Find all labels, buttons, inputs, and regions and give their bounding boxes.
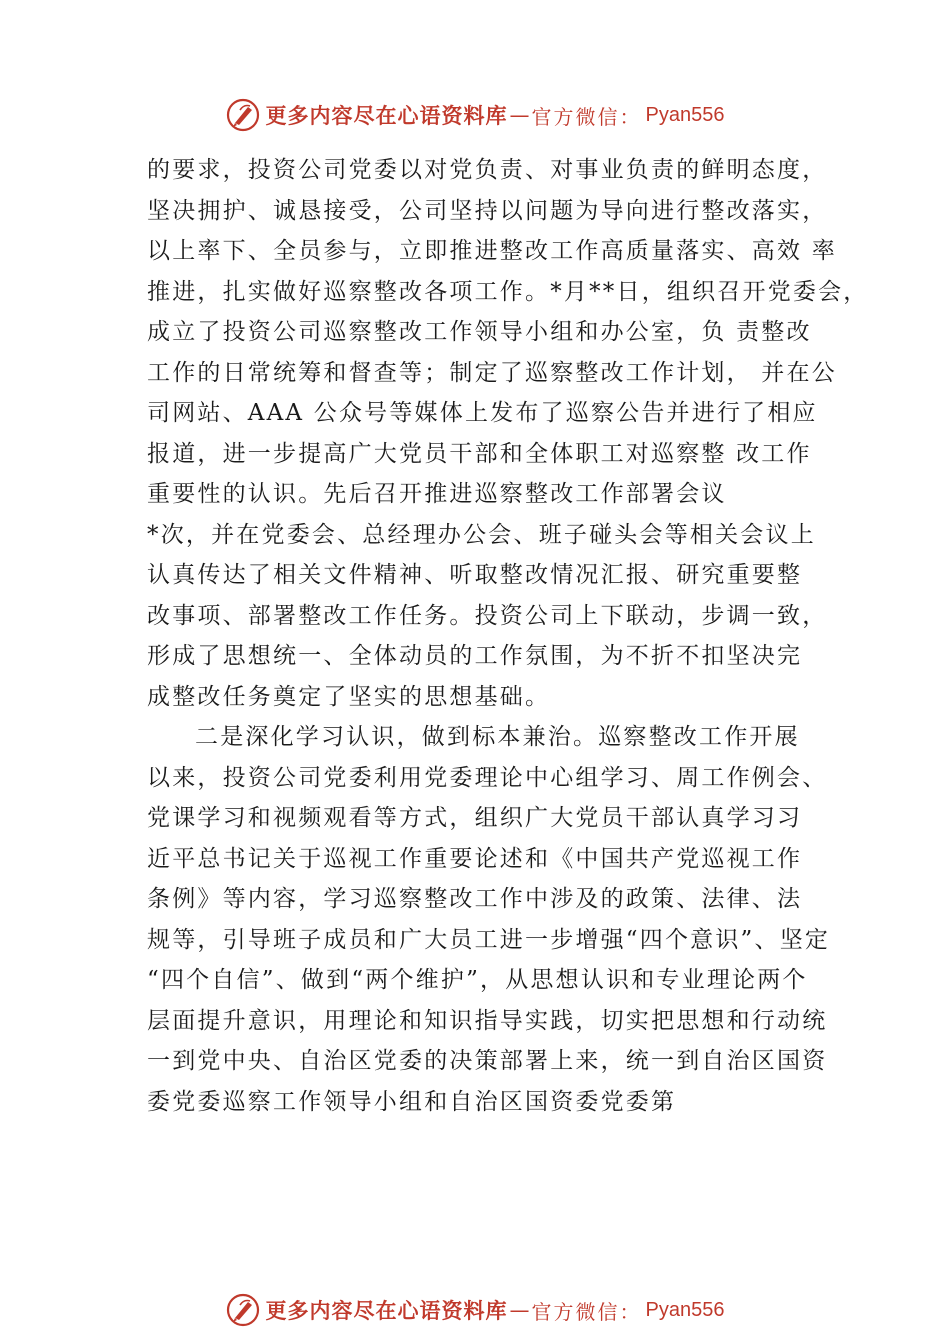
- banner-wechat-label: 官方微信：: [531, 1299, 642, 1324]
- text-line: 层面提升意识，用理论和知识指导实践，切实把思想和行动统: [147, 1007, 828, 1034]
- banner-dash: —: [509, 103, 530, 127]
- text-line: 近平总书记关于巡视工作重要论述和《中国共产党巡视工作: [147, 845, 803, 872]
- text-line: 形成了思想统一、全体动员的工作氛围，为不折不扣坚决完: [147, 643, 803, 669]
- text-line: 一到党中央、自治区党委的决策部署上来，统一到自治区国资: [147, 1048, 828, 1074]
- text-line: 报道，进一步提高广大党员干部和全体职工对巡察整 改工作: [147, 440, 812, 467]
- footer-banner: [0, 1290, 950, 1330]
- banner-brand-text: 更多内容尽在心语资料库: [265, 1298, 508, 1323]
- banner-brand-text: 更多内容尽在心语资料库: [265, 103, 508, 128]
- text-line: 推进，扎实做好巡察整改各项工作。*月**日，组织召开党委会，: [147, 278, 869, 305]
- text-line: 成立了投资公司巡察整改工作领导小组和办公室，负 责整改: [147, 319, 812, 345]
- text-line: 坚决拥护、诚恳接受，公司坚持以问题为导向进行整改落实，: [147, 197, 828, 224]
- document-body: [147, 150, 869, 1122]
- banner-wechat-id: Pyan556: [645, 103, 725, 126]
- text-line: 成整改任务奠定了坚实的思想基础。: [147, 683, 551, 710]
- banner-wechat-label: 官方微信：: [531, 104, 642, 129]
- pen-logo-icon: [226, 1293, 260, 1327]
- pen-logo-icon: [226, 98, 260, 132]
- text-line: 规等，引导班子成员和广大员工进一步增强“四个意识”、坚定: [147, 926, 831, 953]
- text-line: 工作的日常统筹和督查等；制定了巡察整改工作计划， 并在公: [147, 359, 837, 386]
- text-line: 改事项、部署整改工作任务。投资公司上下联动，步调一致，: [147, 602, 828, 629]
- text-line: 认真传达了相关文件精神、听取整改情况汇报、研究重要整: [147, 562, 803, 588]
- text-line: 司网站、AAA 公众号等媒体上发布了巡察公告并进行了相应: [147, 400, 818, 426]
- text-line: 以上率下、全员参与，立即推进整改工作高质量落实、高效 率: [147, 238, 837, 264]
- text-line: 委党委巡察工作领导小组和自治区国资委党委第: [147, 1088, 677, 1115]
- text-line: 重要性的认识。先后召开推进巡察整改工作部署会议: [147, 481, 727, 507]
- text-line: 以来，投资公司党委利用党委理论中心组学习、周工作例会、: [147, 764, 828, 791]
- text-line: *次，并在党委会、总经理办公会、班子碰头会等相关会议上: [147, 521, 816, 548]
- text-line: “四个自信”、做到“两个维护”，从思想认识和专业理论两个: [147, 967, 808, 993]
- paragraph-start-line: 二是深化学习认识，做到标本兼治。巡察整改工作开展: [195, 724, 800, 750]
- text-line: 党课学习和视频观看等方式，组织广大党员干部认真学习习: [147, 805, 803, 831]
- text-line: 条例》等内容，学习巡察整改工作中涉及的政策、法律、法: [147, 886, 803, 912]
- text-line: 的要求，投资公司党委以对党负责、对事业负责的鲜明态度，: [147, 157, 828, 183]
- banner-dash: —: [509, 1298, 530, 1322]
- banner-wechat-id: Pyan556: [645, 1298, 725, 1321]
- header-banner: [0, 95, 950, 135]
